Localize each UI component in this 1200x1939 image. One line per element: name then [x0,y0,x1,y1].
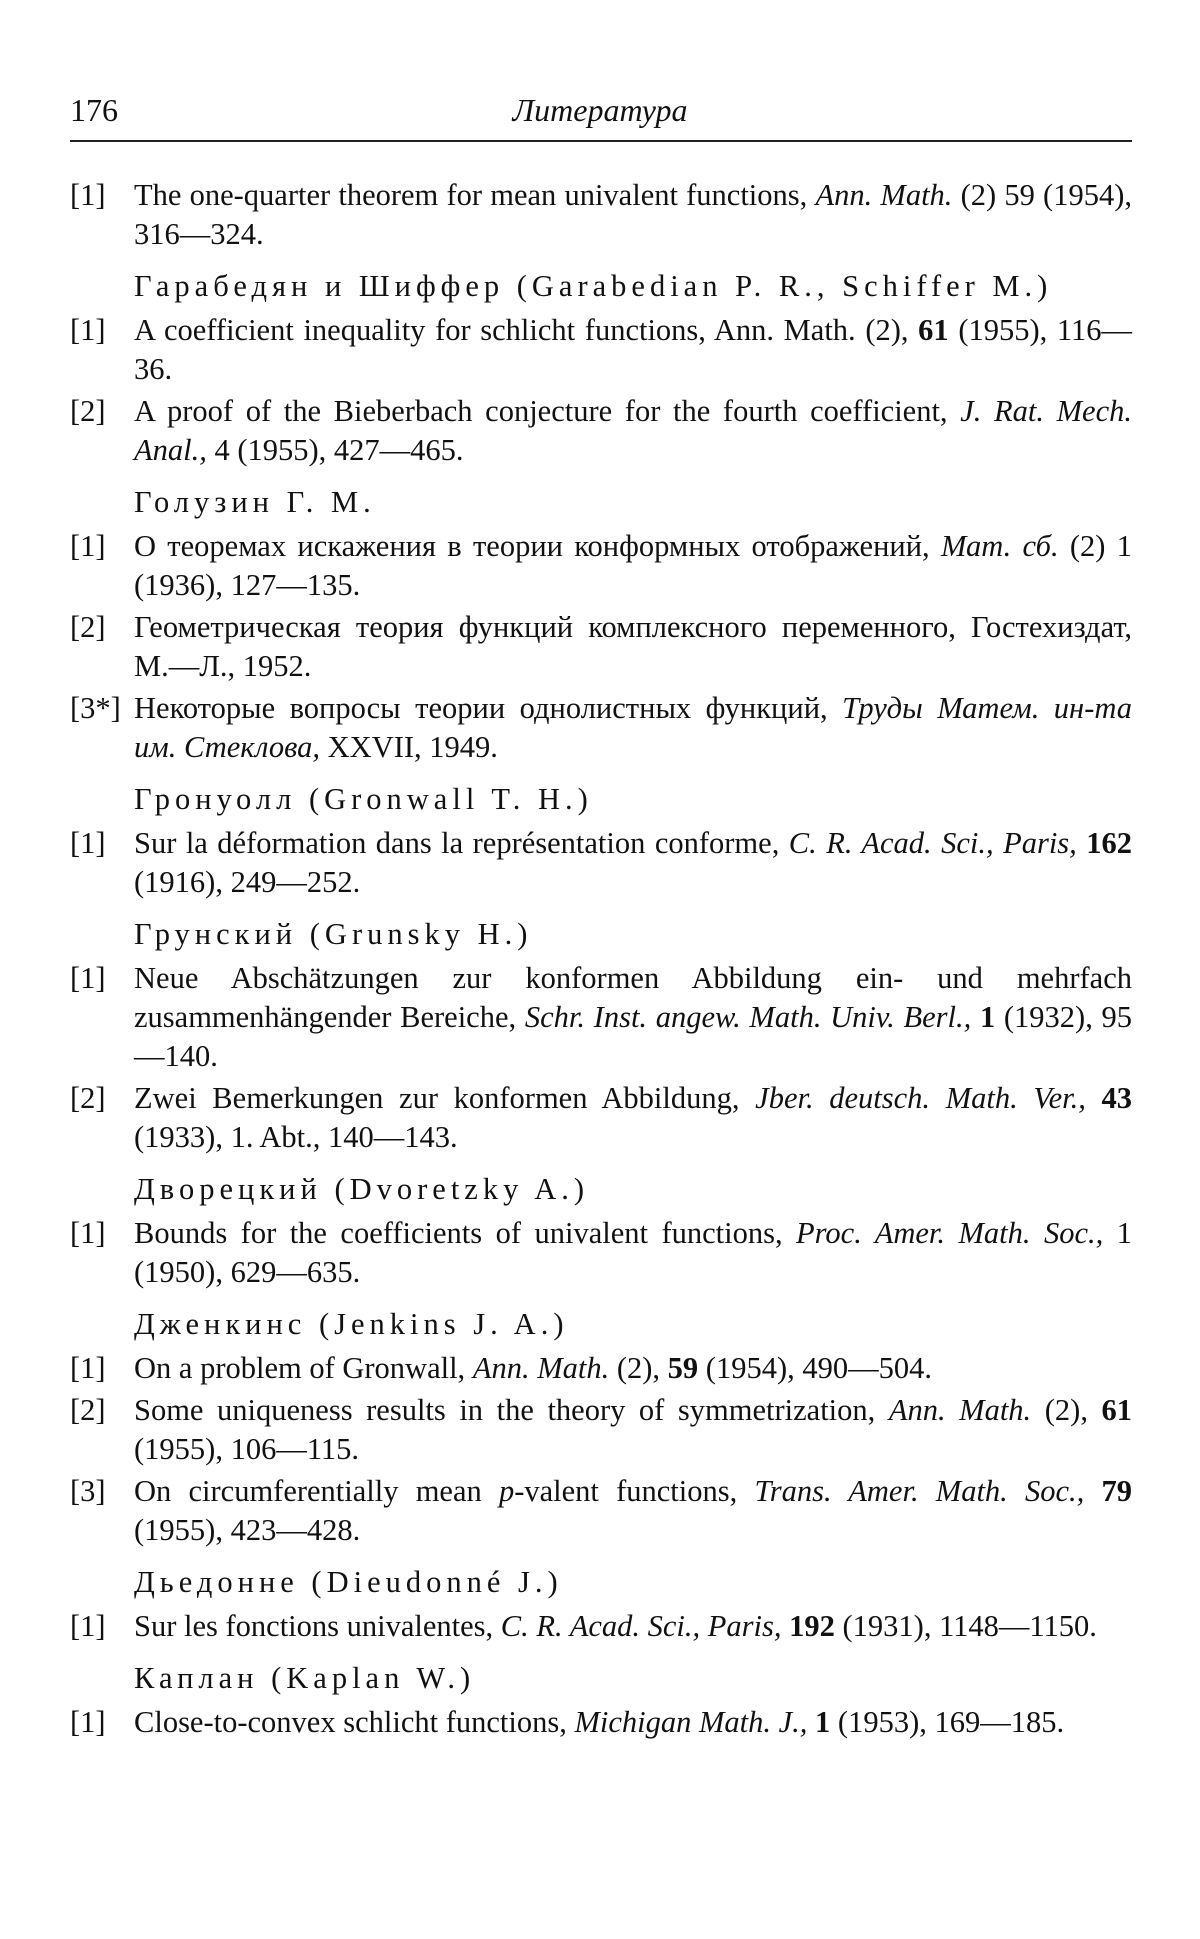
reference-text: Bounds for the coefficients of univalent functions, Proc. Amer. Math. Soc., 1 (1950), 629—635. [134,1214,1132,1292]
reference-entry [70,1079,1132,1157]
journal-title: Ann. Math. [815,178,952,212]
journal-title: C. R. Acad. Sci., Paris, [501,1609,782,1643]
volume-number: 1 [980,1000,995,1034]
reference-number: [1] [70,311,134,389]
reference-entry [70,1607,1132,1646]
reference-number: [1] [70,1214,134,1292]
reference-entry [70,527,1132,605]
author-heading: Дженкинс (Jenkins J. A.) [134,1305,1132,1344]
reference-text: A coefficient inequality for schlicht functions, Ann. Math. (2), 61 (1955), 116—36. [134,311,1132,389]
reference-number: [1] [70,824,134,902]
volume-number: 192 [789,1609,835,1643]
author-heading: Гронуолл (Gronwall T. H.) [134,780,1132,819]
journal-title: J. Rat. Mech. Anal., [134,394,1132,467]
reference-text: Close-to-convex schlicht functions, Michigan Math. J., 1 (1953), 169—185. [134,1703,1132,1742]
page-number: 176 [70,92,118,129]
reference-text: Некоторые вопросы теории однолистных функций, Труды Матем. ин-та им. Стеклова, XXVII, 1949. [134,689,1132,767]
reference-entry [70,1703,1132,1742]
journal-title: Jber. deutsch. Math. Ver., [755,1081,1086,1115]
author-heading: Грунский (Grunsky H.) [134,915,1132,954]
reference-entry [70,824,1132,902]
author-heading: Дьедонне (Dieudonné J.) [134,1563,1132,1602]
reference-number: [1] [70,1349,134,1388]
reference-number: [2] [70,1079,134,1157]
reference-number: [1] [70,1607,134,1646]
journal-title: Мат. сб. [941,529,1059,563]
reference-entry [70,1214,1132,1292]
volume-number: 43 [1102,1081,1133,1115]
reference-entry [70,959,1132,1076]
reference-text: О теоремах искажения в теории конформных отображений, Мат. сб. (2) 1 (1936), 127—135. [134,527,1132,605]
volume-number: 162 [1086,826,1132,860]
reference-entry [70,1349,1132,1388]
header-rule [70,140,1132,142]
bibliography [70,176,1132,1745]
reference-text: Some uniqueness results in the theory of symmetrization, Ann. Math. (2), 61 (1955), 106—115. [134,1391,1132,1469]
volume-number: 59 [668,1351,699,1385]
reference-number: [1] [70,1703,134,1742]
reference-entry [70,176,1132,254]
reference-entry [70,1472,1132,1550]
reference-entry [70,608,1132,686]
running-title: Литература [70,92,1130,129]
volume-number: 61 [1102,1393,1133,1427]
volume-number: 79 [1102,1474,1133,1508]
reference-number: [2] [70,608,134,686]
page [0,0,1200,1939]
reference-number: [2] [70,392,134,470]
journal-title: Ann. Math. [889,1393,1031,1427]
reference-number: [1] [70,527,134,605]
author-heading: Каплан (Kaplan W.) [134,1659,1132,1698]
reference-text: Sur les fonctions univalentes, C. R. Acad. Sci., Paris, 192 (1931), 1148—1150. [134,1607,1132,1646]
reference-text: Sur la déformation dans la représentation conforme, C. R. Acad. Sci., Paris, 162 (1916), 249—252. [134,824,1132,902]
author-heading: Гарабедян и Шиффер (Garabedian P. R., Schiffer M.) [134,267,1132,306]
math-variable: p [499,1474,514,1508]
author-heading: Дворецкий (Dvoretzky A.) [134,1170,1132,1209]
journal-title: Trans. Amer. Math. Soc., [754,1474,1084,1508]
volume-number: 61 [918,313,949,347]
reference-text: Zwei Bemerkungen zur konformen Abbildung, Jber. deutsch. Math. Ver., 43 (1933), 1. Abt., 140—143. [134,1079,1132,1157]
reference-entry [70,1391,1132,1469]
reference-text: Neue Abschätzungen zur konformen Abbildung ein- und mehrfach zusammenhängender Bereiche, Schr. Inst. angew. Math. Univ. Berl., 1 (1932), 95—140. [134,959,1132,1076]
reference-number: [2] [70,1391,134,1469]
reference-number: [3*] [70,689,134,767]
reference-entry [70,392,1132,470]
journal-title: C. R. Acad. Sci., Paris, [789,826,1077,860]
reference-entry [70,689,1132,767]
author-heading: Голузин Г. М. [134,483,1132,522]
reference-number: [1] [70,959,134,1076]
reference-entry [70,311,1132,389]
journal-title: Schr. Inst. angew. Math. Univ. Berl., [525,1000,971,1034]
journal-title: Труды Матем. ин-та им. Стеклова, [134,691,1132,764]
journal-title: Proc. Amer. Math. Soc., [796,1216,1103,1250]
reference-text: On a problem of Gronwall, Ann. Math. (2), 59 (1954), 490—504. [134,1349,1132,1388]
page-header [70,92,1130,142]
reference-text: On circumferentially mean p-valent functions, Trans. Amer. Math. Soc., 79 (1955), 423—428. [134,1472,1132,1550]
reference-text: A proof of the Bieberbach conjecture for the fourth coefficient, J. Rat. Mech. Anal., 4 (1955), 427—465. [134,392,1132,470]
journal-title: Michigan Math. J., [574,1705,807,1739]
reference-number: [3] [70,1472,134,1550]
reference-number: [1] [70,176,134,254]
journal-title: Ann. Math. [473,1351,609,1385]
volume-number: 1 [815,1705,830,1739]
reference-text: Геометрическая теория функций комплексного переменного, Гостехиздат, М.—Л., 1952. [134,608,1132,686]
reference-text: The one-quarter theorem for mean univalent functions, Ann. Math. (2) 59 (1954), 316—324. [134,176,1132,254]
